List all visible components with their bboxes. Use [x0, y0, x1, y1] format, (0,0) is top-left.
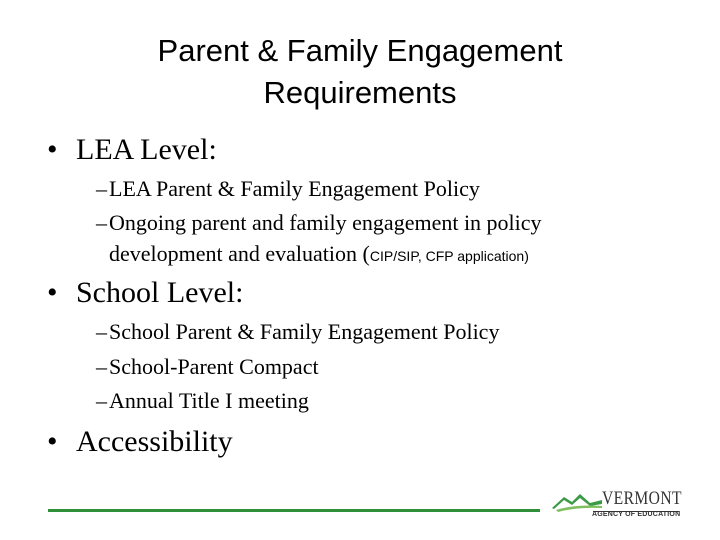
dash-icon: – — [96, 319, 107, 344]
sub-bullet-text: Annual Title I meeting — [109, 388, 309, 413]
sub-bullet-continuation — [109, 239, 529, 271]
bullet-accessibility — [47, 424, 233, 460]
bullet-school-level — [47, 275, 243, 311]
sub-bullet — [96, 208, 542, 237]
bullet-icon: • — [47, 133, 58, 166]
dash-icon: – — [96, 210, 107, 235]
sub-bullet — [96, 352, 319, 381]
sub-bullet-text: Ongoing parent and family engagement in policy — [109, 210, 542, 235]
sub-bullet — [96, 317, 499, 346]
slide-title-line-2: Requirements — [263, 75, 457, 110]
sub-bullet-text: development and evaluation ( — [109, 241, 370, 266]
sub-bullet-text: LEA Parent & Family Engagement Policy — [109, 176, 480, 201]
bullet-label: Accessibility — [76, 425, 233, 458]
logo-subtitle: AGENCY OF EDUCATION — [592, 511, 681, 518]
slide-title — [60, 30, 660, 114]
dash-icon: – — [96, 176, 107, 201]
footer-divider — [48, 509, 540, 512]
dash-icon: – — [96, 354, 107, 379]
slide-title-line-1: Parent & Family Engagement — [157, 33, 563, 68]
sub-bullet — [96, 174, 480, 203]
mountain-icon — [552, 494, 602, 512]
sub-bullet-text: School Parent & Family Engagement Policy — [109, 319, 500, 344]
bullet-lea-level — [47, 132, 217, 168]
sub-bullet — [96, 386, 309, 415]
bullet-label: School Level: — [76, 276, 244, 309]
bullet-icon: • — [47, 425, 58, 458]
sub-bullet-text: School-Parent Compact — [109, 354, 319, 379]
bullet-icon: • — [47, 276, 58, 309]
sub-bullet-small-text: CIP/SIP, CFP application) — [369, 248, 529, 264]
dash-icon: – — [96, 388, 107, 413]
logo-wordmark: VERMONT — [602, 488, 682, 509]
bullet-label: LEA Level: — [76, 133, 217, 166]
